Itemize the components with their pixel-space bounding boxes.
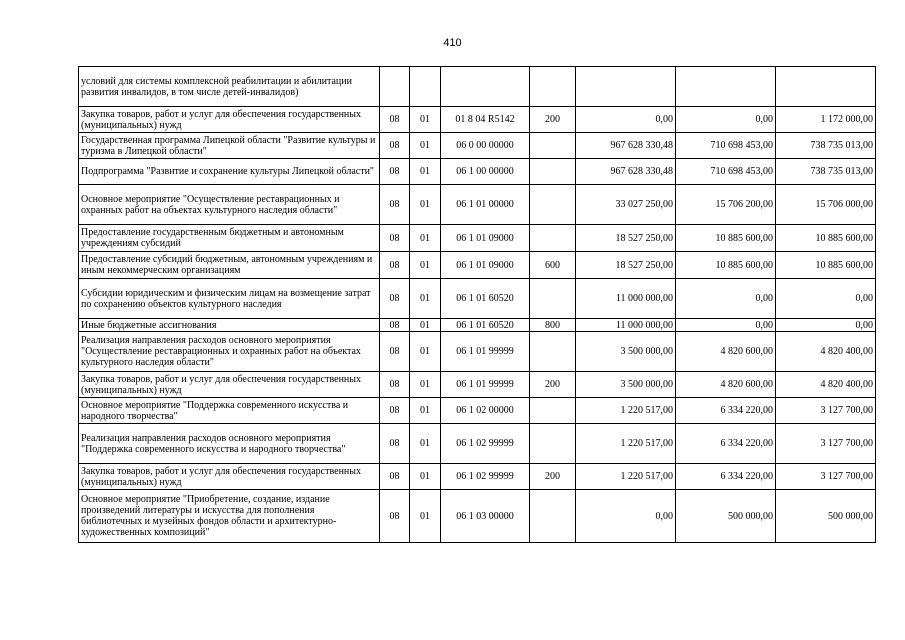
cell-subsection: 01 bbox=[410, 490, 441, 543]
cell-name: условий для системы комплексной реабилитации и абилитации развития инвалидов, в том числе детей-инвалидов) bbox=[79, 67, 380, 107]
cell-subsection: 01 bbox=[410, 332, 441, 372]
cell-section: 08 bbox=[380, 225, 410, 252]
cell-expense-type bbox=[530, 490, 576, 543]
table-row bbox=[79, 252, 876, 279]
cell-section: 08 bbox=[380, 398, 410, 424]
cell-amount-year-3: 4 820 400,00 bbox=[776, 372, 876, 398]
cell-name: Реализация направления расходов основного мероприятия "Поддержка современного искусства и народного творчества" bbox=[79, 424, 380, 464]
cell-subsection: 01 bbox=[410, 464, 441, 490]
cell-expense-type bbox=[530, 398, 576, 424]
cell-expense-type bbox=[530, 133, 576, 159]
table-row bbox=[79, 159, 876, 185]
cell-amount-year-3: 3 127 700,00 bbox=[776, 464, 876, 490]
cell-target-article: 06 1 01 60520 bbox=[441, 319, 530, 332]
cell-amount-year-2: 4 820 600,00 bbox=[676, 332, 776, 372]
table-row bbox=[79, 332, 876, 372]
cell-amount-year-3: 1 172 000,00 bbox=[776, 107, 876, 133]
cell-amount-year-3: 0,00 bbox=[776, 279, 876, 319]
cell-amount-year-3: 4 820 400,00 bbox=[776, 332, 876, 372]
cell-amount-year-1 bbox=[576, 67, 676, 107]
cell-name: Реализация направления расходов основного мероприятия "Осуществление реставрационных и охранных работ на объектах культурного наследия области" bbox=[79, 332, 380, 372]
cell-name: Основное мероприятие "Осуществление реставрационных и охранных работ на объектах культурного наследия области" bbox=[79, 185, 380, 225]
cell-amount-year-1: 18 527 250,00 bbox=[576, 225, 676, 252]
cell-amount-year-3: 500 000,00 bbox=[776, 490, 876, 543]
cell-name: Закупка товаров, работ и услуг для обеспечения государственных (муниципальных) нужд bbox=[79, 372, 380, 398]
cell-amount-year-2: 10 885 600,00 bbox=[676, 225, 776, 252]
cell-target-article: 06 1 02 99999 bbox=[441, 464, 530, 490]
cell-amount-year-1: 3 500 000,00 bbox=[576, 372, 676, 398]
cell-section: 08 bbox=[380, 279, 410, 319]
cell-amount-year-1: 33 027 250,00 bbox=[576, 185, 676, 225]
table-row bbox=[79, 225, 876, 252]
cell-amount-year-1: 18 527 250,00 bbox=[576, 252, 676, 279]
cell-subsection: 01 bbox=[410, 159, 441, 185]
cell-amount-year-1: 11 000 000,00 bbox=[576, 279, 676, 319]
cell-subsection: 01 bbox=[410, 279, 441, 319]
cell-target-article bbox=[441, 67, 530, 107]
cell-section: 08 bbox=[380, 185, 410, 225]
cell-subsection: 01 bbox=[410, 107, 441, 133]
cell-amount-year-3: 15 706 000,00 bbox=[776, 185, 876, 225]
cell-amount-year-3: 0,00 bbox=[776, 319, 876, 332]
cell-expense-type bbox=[530, 185, 576, 225]
cell-target-article: 06 1 00 00000 bbox=[441, 159, 530, 185]
cell-amount-year-1: 3 500 000,00 bbox=[576, 332, 676, 372]
cell-expense-type bbox=[530, 159, 576, 185]
cell-name: Субсидии юридическим и физическим лицам на возмещение затрат по сохранению объектов культурного наследия bbox=[79, 279, 380, 319]
cell-amount-year-2: 0,00 bbox=[676, 107, 776, 133]
cell-amount-year-3: 3 127 700,00 bbox=[776, 398, 876, 424]
cell-amount-year-1: 1 220 517,00 bbox=[576, 464, 676, 490]
table-row bbox=[79, 279, 876, 319]
cell-section: 08 bbox=[380, 252, 410, 279]
cell-amount-year-2: 6 334 220,00 bbox=[676, 398, 776, 424]
cell-target-article: 06 1 01 99999 bbox=[441, 372, 530, 398]
cell-section: 08 bbox=[380, 490, 410, 543]
table-row bbox=[79, 133, 876, 159]
cell-amount-year-2: 710 698 453,00 bbox=[676, 133, 776, 159]
cell-subsection: 01 bbox=[410, 319, 441, 332]
cell-target-article: 06 1 01 00000 bbox=[441, 185, 530, 225]
cell-amount-year-3: 10 885 600,00 bbox=[776, 252, 876, 279]
cell-section: 08 bbox=[380, 319, 410, 332]
table-row bbox=[79, 464, 876, 490]
cell-expense-type bbox=[530, 332, 576, 372]
page-number: 410 bbox=[443, 37, 462, 49]
cell-name: Закупка товаров, работ и услуг для обеспечения государственных (муниципальных) нужд bbox=[79, 107, 380, 133]
cell-amount-year-2 bbox=[676, 67, 776, 107]
cell-amount-year-2: 6 334 220,00 bbox=[676, 464, 776, 490]
cell-name: Предоставление государственным бюджетным и автономным учреждениям субсидий bbox=[79, 225, 380, 252]
cell-subsection: 01 bbox=[410, 225, 441, 252]
table-row bbox=[79, 107, 876, 133]
cell-section: 08 bbox=[380, 424, 410, 464]
cell-amount-year-1: 0,00 bbox=[576, 107, 676, 133]
cell-expense-type bbox=[530, 225, 576, 252]
cell-expense-type: 800 bbox=[530, 319, 576, 332]
cell-amount-year-1: 11 000 000,00 bbox=[576, 319, 676, 332]
cell-subsection: 01 bbox=[410, 424, 441, 464]
cell-section: 08 bbox=[380, 332, 410, 372]
cell-target-article: 06 1 02 00000 bbox=[441, 398, 530, 424]
table-row bbox=[79, 424, 876, 464]
cell-subsection: 01 bbox=[410, 133, 441, 159]
cell-amount-year-3 bbox=[776, 67, 876, 107]
cell-target-article: 01 8 04 R5142 bbox=[441, 107, 530, 133]
cell-expense-type: 600 bbox=[530, 252, 576, 279]
cell-expense-type: 200 bbox=[530, 372, 576, 398]
cell-name: Основное мероприятие "Поддержка современного искусства и народного творчества" bbox=[79, 398, 380, 424]
cell-name: Основное мероприятие "Приобретение, создание, издание произведений литературы и искусства для пополнения библиотечных и музейных фондов области и архитектурно-художественных композиций" bbox=[79, 490, 380, 543]
cell-section: 08 bbox=[380, 464, 410, 490]
cell-amount-year-2: 500 000,00 bbox=[676, 490, 776, 543]
cell-name: Государственная программа Липецкой области "Развитие культуры и туризма в Липецкой области" bbox=[79, 133, 380, 159]
cell-subsection: 01 bbox=[410, 372, 441, 398]
cell-expense-type bbox=[530, 279, 576, 319]
cell-section: 08 bbox=[380, 133, 410, 159]
cell-subsection: 01 bbox=[410, 398, 441, 424]
cell-target-article: 06 1 01 09000 bbox=[441, 225, 530, 252]
cell-expense-type bbox=[530, 67, 576, 107]
cell-amount-year-3: 738 735 013,00 bbox=[776, 159, 876, 185]
table-row bbox=[79, 67, 876, 107]
cell-target-article: 06 1 01 09000 bbox=[441, 252, 530, 279]
cell-target-article: 06 1 02 99999 bbox=[441, 424, 530, 464]
cell-amount-year-2: 710 698 453,00 bbox=[676, 159, 776, 185]
cell-expense-type bbox=[530, 424, 576, 464]
cell-section: 08 bbox=[380, 107, 410, 133]
cell-amount-year-3: 738 735 013,00 bbox=[776, 133, 876, 159]
cell-section: 08 bbox=[380, 372, 410, 398]
cell-name: Иные бюджетные ассигнования bbox=[79, 319, 380, 332]
cell-expense-type: 200 bbox=[530, 464, 576, 490]
cell-subsection: 01 bbox=[410, 185, 441, 225]
cell-amount-year-3: 3 127 700,00 bbox=[776, 424, 876, 464]
table-body bbox=[79, 67, 876, 543]
cell-target-article: 06 1 03 00000 bbox=[441, 490, 530, 543]
table-row bbox=[79, 490, 876, 543]
cell-target-article: 06 1 01 99999 bbox=[441, 332, 530, 372]
cell-subsection: 01 bbox=[410, 252, 441, 279]
table-row bbox=[79, 398, 876, 424]
cell-amount-year-2: 15 706 200,00 bbox=[676, 185, 776, 225]
cell-amount-year-1: 967 628 330,48 bbox=[576, 159, 676, 185]
cell-section: 08 bbox=[380, 159, 410, 185]
cell-amount-year-2: 10 885 600,00 bbox=[676, 252, 776, 279]
cell-amount-year-2: 4 820 600,00 bbox=[676, 372, 776, 398]
cell-name: Предоставление субсидий бюджетным, автономным учреждениям и иным некоммерческим организациям bbox=[79, 252, 380, 279]
cell-amount-year-1: 1 220 517,00 bbox=[576, 398, 676, 424]
table-row bbox=[79, 372, 876, 398]
cell-amount-year-2: 6 334 220,00 bbox=[676, 424, 776, 464]
cell-section bbox=[380, 67, 410, 107]
cell-amount-year-3: 10 885 600,00 bbox=[776, 225, 876, 252]
cell-target-article: 06 1 01 60520 bbox=[441, 279, 530, 319]
cell-name: Закупка товаров, работ и услуг для обеспечения государственных (муниципальных) нужд bbox=[79, 464, 380, 490]
budget-table bbox=[78, 66, 876, 543]
cell-amount-year-2: 0,00 bbox=[676, 279, 776, 319]
cell-amount-year-2: 0,00 bbox=[676, 319, 776, 332]
cell-target-article: 06 0 00 00000 bbox=[441, 133, 530, 159]
table-row bbox=[79, 319, 876, 332]
cell-amount-year-1: 1 220 517,00 bbox=[576, 424, 676, 464]
table-row bbox=[79, 185, 876, 225]
cell-amount-year-1: 0,00 bbox=[576, 490, 676, 543]
cell-subsection bbox=[410, 67, 441, 107]
cell-expense-type: 200 bbox=[530, 107, 576, 133]
cell-name: Подпрограмма "Развитие и сохранение культуры Липецкой области" bbox=[79, 159, 380, 185]
cell-amount-year-1: 967 628 330,48 bbox=[576, 133, 676, 159]
